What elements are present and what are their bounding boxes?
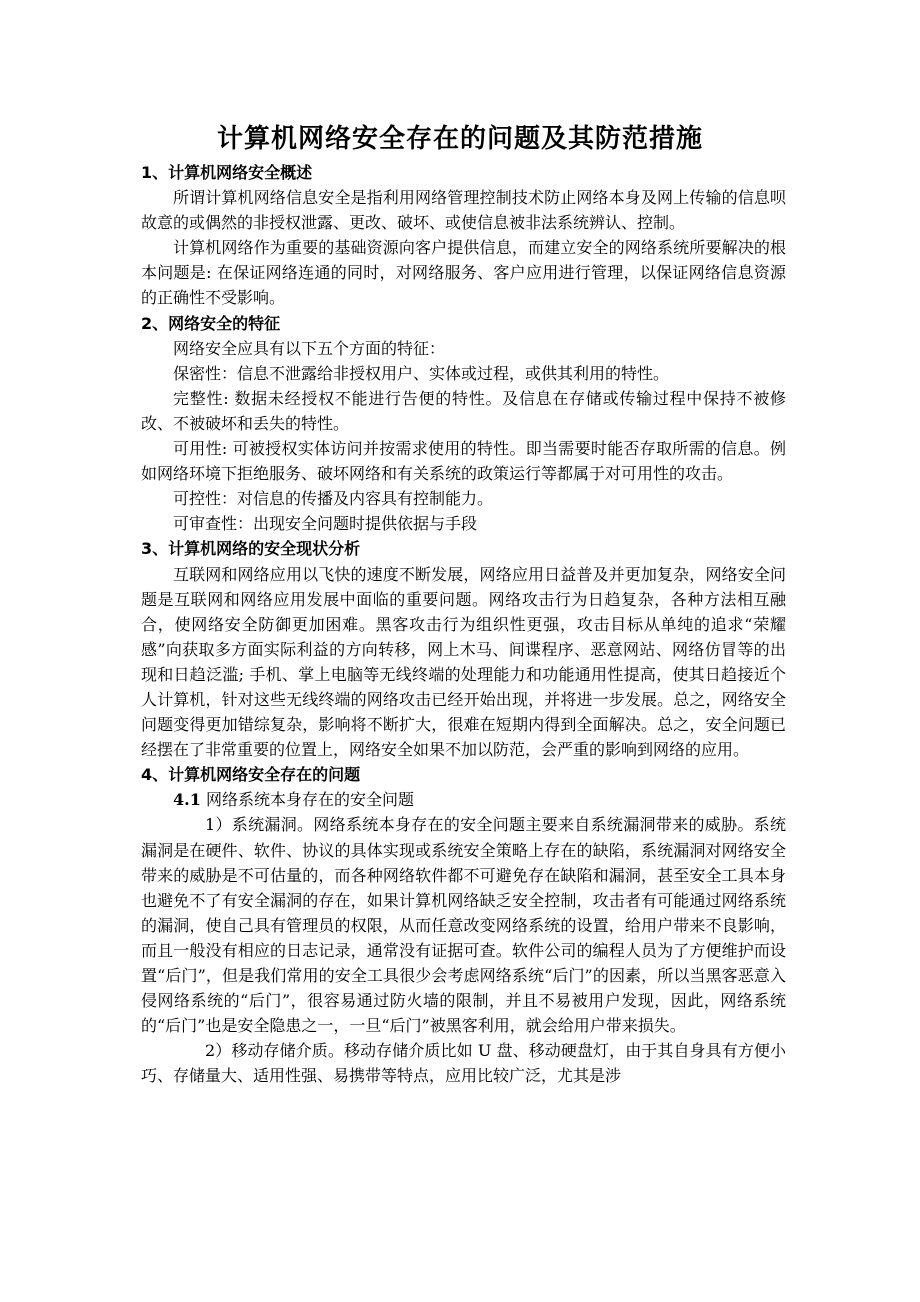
section-heading: 4、计算机网络安全存在的问题 <box>141 765 361 785</box>
paragraph: 完整性: 数据未经授权不能进行告便的特性。及信息在存储或传输过程中保持不被修改、不被破坏和丢失的特性。 <box>141 388 786 433</box>
paragraph: 1）系统漏洞。网络系统本身存在的安全问题主要来自系统漏洞带来的威胁。系统漏洞是在硬件、软件、协议的具体实现或系统安全策略上存在的缺陷，系统漏洞对网络安全带来的威胁是不可估量的，而各种网络软件都不可避免存在缺陷和漏洞，甚至安全工具本身也避免不了有安全漏洞的存在，如果计算机网络缺乏安全控制，攻击者有可能通过网络系统的漏洞，使自己具有管理员的权限，从而任意改变网络系统的设置，给用户带来不良影响，而且一般没有相应的日志记录，通常没有证据可查。软件公司的编程人员为了方便维护而设置“后门”，但是我们常用的安全工具很少会考虑网络系统“后门”的因素，所以当黑客恶意入侵网络系统的“后门”，很容易通过防火墙的限制，并且不易被用户发现，因此，网络系统的“后门”也是安全隐患之一，一旦“后门”被黑客利用，就会给用户带来损失。 <box>141 815 786 1036</box>
paragraph: 互联网和网络应用以飞快的速度不断发展，网络应用日益普及并更加复杂，网络安全问题是互联网和网络应用发展中面临的重要问题。网络攻击行为日趋复杂，各种方法相互融合，使网络安全防御更加困难。黑客攻击行为组织性更强，攻击目标从单纯的追求“荣耀感”向获取多方面实际利益的方向转移，网上木马、间谍程序、恶意网站、网络仿冒等的出现和日趋泛滥; 手机、掌上电脑等无线终端的处理能力和功能通用性提高，使其日趋接近个人计算机，针对这些无线终端的网络攻击已经开始出现，并将进一步发展。总之，网络安全问题变得更加错综复杂，影响将不断扩大，很难在短期内得到全面解决。总之，安全问题已经摆在了非常重要的位置上，网络安全如果不加以防范，会严重的影响到网络的应用。 <box>141 564 786 760</box>
document-body <box>141 160 786 1088</box>
subsection-heading <box>141 787 786 812</box>
section-heading: 2、网络安全的特征 <box>141 313 281 333</box>
paragraph: 网络安全应具有以下五个方面的特征： <box>173 338 446 358</box>
paragraph: 所谓计算机网络信息安全是指利用网络管理控制技术防止网络本身及网上传输的信息呗故意的或偶然的非授权泄露、更改、破坏、或使信息被非法系统辨认、控制。 <box>141 188 786 233</box>
page-title: 计算机网络安全存在的问题及其防范措施 <box>216 124 703 154</box>
paragraph: 2）移动存储介质。移动存储介质比如 U 盘、移动硬盘灯，由于其自身具有方便小巧、存储量大、适用性强、易携带等特点，应用比较广泛，尤其是涉 <box>141 1041 786 1086</box>
paragraph: 可审查性：出现安全问题时提供依据与手段 <box>173 514 478 534</box>
subsection-title: 网络系统本身存在的安全问题 <box>205 790 414 810</box>
paragraph: 可控性：对信息的传播及内容具有控制能力。 <box>173 489 494 509</box>
section-heading: 3、计算机网络的安全现状分析 <box>141 539 361 559</box>
paragraph: 保密性：信息不泄露给非授权用户、实体或过程，或供其利用的特性。 <box>173 363 670 383</box>
subsection-number: 4.1 <box>173 790 201 810</box>
paragraph: 可用性: 可被授权实体访问并按需求使用的特性。即当需要时能否存取所需的信息。例如网络环境下拒绝服务、破坏网络和有关系统的政策运行等都属于对可用性的攻击。 <box>141 439 786 484</box>
section-heading: 1、计算机网络安全概述 <box>141 163 313 182</box>
paragraph: 计算机网络作为重要的基础资源向客户提供信息，而建立安全的网络系统所要解决的根本问题是: 在保证网络连通的同时，对网络服务、客户应用进行管理，以保证网络信息资源的正确性不受影响。 <box>141 238 786 308</box>
